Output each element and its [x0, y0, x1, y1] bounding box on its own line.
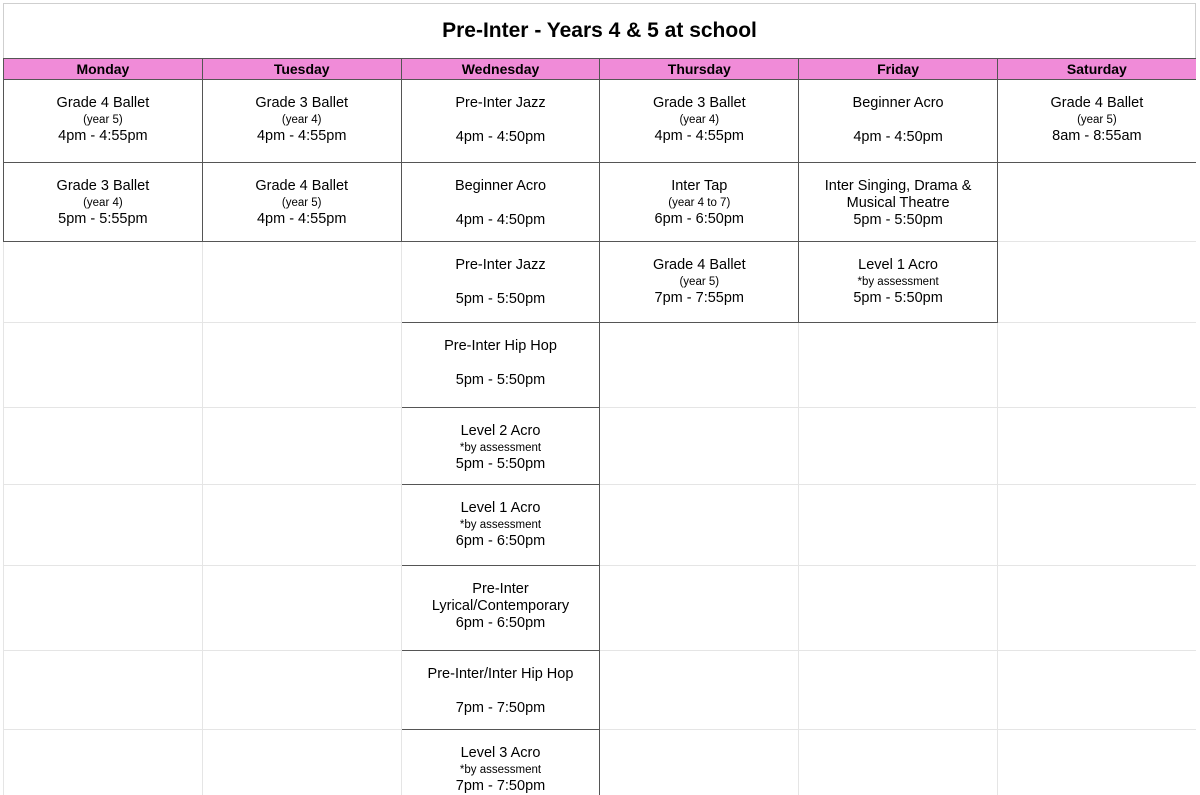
- class-time: 4pm - 4:50pm: [455, 129, 546, 145]
- class-cell-wednesday: [401, 242, 600, 323]
- empty-cell: [4, 242, 203, 323]
- empty-cell: [4, 730, 203, 795]
- day-header-wednesday: Wednesday: [401, 59, 600, 80]
- empty-cell: [997, 408, 1196, 485]
- class-note: (year 5): [281, 197, 322, 209]
- class-note: (year 5): [83, 114, 123, 126]
- class-cell-friday: [799, 80, 998, 163]
- class-time: 5pm - 5:50pm: [853, 212, 943, 228]
- class-time: 5pm - 5:50pm: [853, 290, 943, 306]
- class-time: 4pm - 4:55pm: [256, 211, 347, 227]
- class-name: Level 1 Acro: [460, 500, 541, 516]
- class-name: Grade 3 Ballet: [255, 95, 349, 111]
- class-cell-tuesday: [202, 163, 401, 242]
- empty-cell: [997, 323, 1196, 408]
- day-header-thursday: Thursday: [600, 59, 799, 80]
- class-time: 4pm - 4:50pm: [853, 129, 943, 145]
- empty-cell: [4, 485, 203, 566]
- class-note: [402, 112, 600, 129]
- class-name: Pre-Inter Jazz: [455, 95, 546, 111]
- empty-cell: [997, 651, 1196, 730]
- empty-cell: [600, 408, 799, 485]
- class-name: Grade 3 Ballet: [56, 178, 150, 194]
- class-note: (year 4): [83, 197, 123, 209]
- class-name: Beginner Acro: [454, 178, 547, 194]
- class-name: Grade 4 Ballet: [652, 257, 746, 273]
- class-name: Pre-Inter/Inter Hip Hop: [427, 666, 574, 682]
- class-name: Level 2 Acro: [460, 423, 541, 439]
- empty-cell: [600, 323, 799, 408]
- empty-cell: [202, 566, 401, 651]
- empty-cell: [202, 651, 401, 730]
- class-note: [402, 195, 600, 212]
- class-note: (year 4 to 7): [668, 197, 731, 209]
- empty-cell: [4, 408, 203, 485]
- empty-cell: [600, 485, 799, 566]
- class-time: 4pm - 4:55pm: [654, 128, 745, 144]
- class-cell-monday: [4, 163, 203, 242]
- class-cell-wednesday: [401, 730, 600, 795]
- day-header-friday: Friday: [799, 59, 998, 80]
- class-cell-wednesday: [401, 408, 600, 485]
- class-cell-friday: [799, 163, 998, 242]
- class-name: Grade 4 Ballet: [56, 95, 150, 111]
- class-cell-wednesday: [401, 651, 600, 730]
- empty-cell: [202, 323, 401, 408]
- schedule-row: [4, 408, 1197, 485]
- empty-cell: [997, 163, 1196, 242]
- class-name: Pre-Inter Jazz: [455, 257, 546, 273]
- class-time: 8am - 8:55am: [1052, 128, 1142, 144]
- class-cell-friday: [799, 242, 998, 323]
- empty-cell: [202, 242, 401, 323]
- class-time: 4pm - 4:50pm: [455, 212, 546, 228]
- class-cell-thursday: [600, 242, 799, 323]
- class-time: 7pm - 7:50pm: [455, 778, 546, 794]
- class-time: 6pm - 6:50pm: [654, 211, 745, 227]
- class-name: Inter Tap: [671, 178, 728, 194]
- class-time: 5pm - 5:55pm: [58, 211, 148, 227]
- class-note: [402, 274, 600, 291]
- class-note: (year 4): [281, 114, 322, 126]
- empty-cell: [202, 408, 401, 485]
- class-cell-tuesday: [202, 80, 401, 163]
- class-cell-wednesday: [401, 566, 600, 651]
- empty-cell: [799, 323, 998, 408]
- class-cell-wednesday: [401, 80, 600, 163]
- class-time: 7pm - 7:55pm: [654, 290, 745, 306]
- class-name: Grade 4 Ballet: [255, 178, 349, 194]
- timetable-sheet: [3, 3, 1196, 795]
- class-name: Pre-Inter Hip Hop: [444, 338, 557, 354]
- class-time: 4pm - 4:55pm: [58, 128, 148, 144]
- class-time: 5pm - 5:50pm: [455, 372, 546, 388]
- class-cell-saturday: [997, 80, 1196, 163]
- schedule-row: [4, 485, 1197, 566]
- class-note: *by assessment: [459, 764, 542, 776]
- class-name: Beginner Acro: [852, 95, 944, 111]
- class-name: Grade 4 Ballet: [1050, 95, 1144, 111]
- timetable-body: [4, 80, 1197, 795]
- day-header-saturday: Saturday: [997, 59, 1196, 80]
- class-cell-thursday: [600, 80, 799, 163]
- empty-cell: [202, 485, 401, 566]
- empty-cell: [600, 566, 799, 651]
- empty-cell: [997, 242, 1196, 323]
- class-time: 5pm - 5:50pm: [455, 291, 546, 307]
- empty-cell: [799, 730, 998, 795]
- title-row: [3, 3, 1196, 58]
- empty-cell: [600, 730, 799, 795]
- class-cell-wednesday: [401, 485, 600, 566]
- empty-cell: [4, 651, 203, 730]
- class-note: *by assessment: [459, 442, 542, 454]
- schedule-row: [4, 651, 1197, 730]
- empty-cell: [600, 651, 799, 730]
- empty-cell: [4, 566, 203, 651]
- class-cell-wednesday: [401, 323, 600, 408]
- class-name: Level 1 Acro: [858, 257, 938, 273]
- empty-cell: [799, 651, 998, 730]
- class-note: [799, 112, 997, 129]
- class-time: 5pm - 5:50pm: [455, 456, 546, 472]
- empty-cell: [202, 730, 401, 795]
- timetable: [3, 58, 1196, 795]
- class-note: (year 5): [679, 276, 720, 288]
- class-note: *by assessment: [857, 276, 939, 288]
- page-title: Pre-Inter - Years 4 & 5 at school: [442, 19, 757, 42]
- class-note: (year 5): [1077, 114, 1117, 126]
- class-note: (year 4): [679, 114, 720, 126]
- empty-cell: [997, 730, 1196, 795]
- class-time: 4pm - 4:55pm: [256, 128, 347, 144]
- class-name: Level 3 Acro: [460, 745, 541, 761]
- empty-cell: [799, 485, 998, 566]
- class-time: 6pm - 6:50pm: [455, 615, 546, 631]
- day-header-row: [4, 59, 1197, 80]
- schedule-row: [4, 730, 1197, 795]
- class-time: 6pm - 6:50pm: [455, 533, 546, 549]
- class-note: [402, 355, 600, 372]
- class-name: Pre-Inter Lyrical/Contemporary: [431, 581, 570, 614]
- empty-cell: [799, 566, 998, 651]
- empty-cell: [997, 566, 1196, 651]
- empty-cell: [799, 408, 998, 485]
- empty-cell: [4, 323, 203, 408]
- class-cell-thursday: [600, 163, 799, 242]
- class-cell-monday: [4, 80, 203, 163]
- class-name: Inter Singing, Drama & Musical Theatre: [824, 178, 972, 211]
- schedule-row: [4, 163, 1197, 242]
- class-time: 7pm - 7:50pm: [455, 700, 546, 716]
- class-cell-wednesday: [401, 163, 600, 242]
- day-header-tuesday: Tuesday: [202, 59, 401, 80]
- schedule-row: [4, 566, 1197, 651]
- schedule-row: [4, 80, 1197, 163]
- class-name: Grade 3 Ballet: [652, 95, 746, 111]
- class-note: [402, 683, 600, 700]
- day-header-monday: Monday: [4, 59, 203, 80]
- empty-cell: [997, 485, 1196, 566]
- class-note: *by assessment: [459, 519, 542, 531]
- schedule-row: [4, 323, 1197, 408]
- schedule-row: [4, 242, 1197, 323]
